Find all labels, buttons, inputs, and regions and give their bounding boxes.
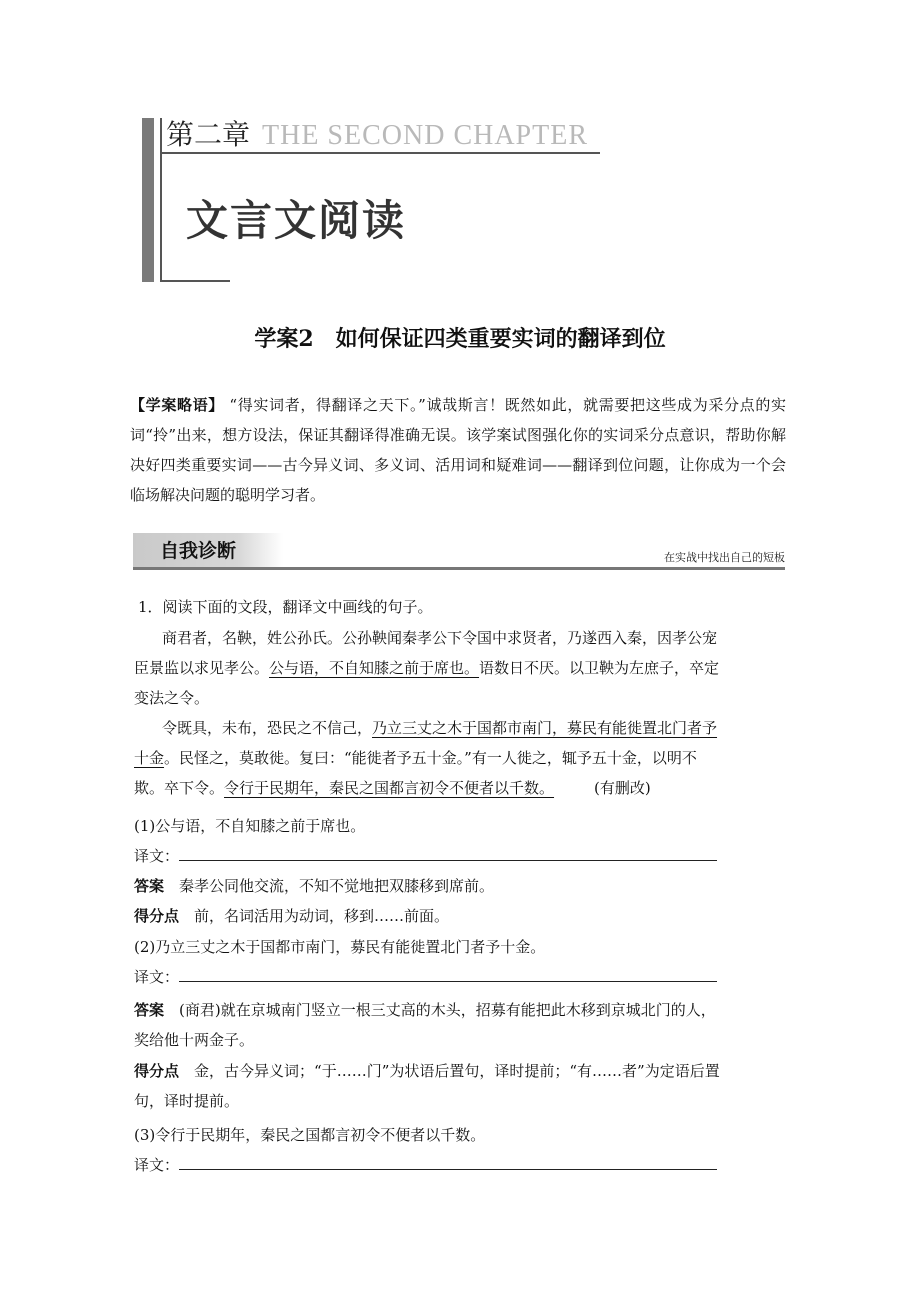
- sub-question-3: (3)令行于民期年，秦民之国都言初令不便者以千数。: [134, 1126, 486, 1144]
- banner-top-rule: [160, 152, 600, 154]
- passage-line: 商君者，名鞅，姓公孙氏。公孙鞅闻秦孝公下令国中求贤者，乃遂西入秦，因孝公宠: [162, 629, 718, 647]
- translation-row: [134, 841, 717, 871]
- section-header-rule: [133, 567, 785, 570]
- passage-text: 令既具，未布，恐民之不信己，: [162, 719, 373, 737]
- passage-line: 变法之令。: [134, 689, 210, 707]
- answer-label: 答案: [134, 877, 165, 895]
- sub-question-2: (2)乃立三丈之木于国都市南门，募民有能徙置北门者予十金。: [134, 938, 546, 956]
- score-text: 金，古今异义词；“于……门”为状语后置句，译时提前；“有……者”为定语后置: [194, 1062, 720, 1080]
- passage-line: [134, 653, 719, 683]
- question-prompt: 1．阅读下面的文段，翻译文中画线的句子。: [138, 598, 433, 616]
- passage-text: 。民怪之，莫敢徙。复曰：“能徙者予五十金。”有一人徙之，辄予五十金，以明不: [164, 749, 697, 767]
- underlined-sentence: 乃立三丈之木于国都市南门，募民有能徙置北门者予: [372, 719, 718, 737]
- translation-blank[interactable]: [179, 1151, 717, 1170]
- answer-text: (商君)就在京城南门竖立一根三丈高的木头，招募有能把此木移到京城北门的人，: [179, 1001, 716, 1019]
- passage-text: 欺。卒下令。: [134, 779, 225, 797]
- banner-dark-bar: [142, 118, 154, 282]
- score-row: [134, 1056, 720, 1086]
- score-row: [134, 901, 449, 931]
- intro-paragraph: [130, 390, 786, 510]
- passage-line: [134, 773, 651, 803]
- answer-continuation: 奖给他十两金子。: [134, 1031, 255, 1049]
- answer-text: 秦孝公同他交流，不知不觉地把双膝移到席前。: [179, 877, 495, 895]
- underlined-sentence: 令行于民期年，秦民之国都言初令不便者以千数。: [224, 779, 555, 797]
- passage-line: [134, 743, 697, 773]
- translation-blank[interactable]: [179, 963, 717, 982]
- answer-label: 答案: [134, 1001, 165, 1019]
- score-label: 得分点: [134, 907, 180, 925]
- chapter-english: THE SECOND CHAPTER: [262, 120, 589, 151]
- underlined-sentence: 十金: [134, 749, 165, 767]
- passage-text: 臣景监以求见孝公。: [134, 659, 270, 677]
- answer-row: [134, 995, 716, 1025]
- section-title: 自我诊断: [160, 540, 237, 562]
- translation-blank[interactable]: [179, 842, 717, 861]
- translation-row: [134, 962, 717, 992]
- chapter-number: 第二章: [166, 118, 251, 151]
- passage-line: [162, 713, 717, 743]
- section-subtitle: 在实战中找出自己的短板: [664, 551, 785, 564]
- banner-vertical-rule: [160, 118, 162, 282]
- intro-text: “得实词者，得翻译之天下。”诚哉斯言！既然如此，就需要把这些成为采分点的实词“拎”出来，想方设法，保证其翻译得准确无误。该学案试图强化你的实词采分点意识，帮助你解决好四类重要实词——古今异义词、多义词、活用词和疑难词——翻译到位问题，让你成为一个会临场解决问题的聪明学习者。: [130, 396, 786, 504]
- intro-tag: 【学案略语】: [130, 396, 224, 414]
- passage-text: 语数日不厌。以卫鞅为左庶子，卒定: [479, 659, 720, 677]
- translation-label: 译文：: [134, 968, 180, 986]
- underlined-sentence: 公与语，不自知膝之前于席也。: [269, 659, 480, 677]
- translation-row: [134, 1150, 717, 1180]
- translation-label: 译文：: [134, 847, 180, 865]
- source-note: (有删改): [594, 779, 651, 797]
- translation-label: 译文：: [134, 1156, 180, 1174]
- score-continuation: 句，译时提前。: [134, 1092, 240, 1110]
- chapter-title: 文言文阅读: [186, 196, 407, 245]
- answer-row: [134, 871, 494, 901]
- lesson-title: 学案2 如何保证四类重要实词的翻译到位: [254, 326, 666, 352]
- sub-question-1: (1)公与语，不自知膝之前于席也。: [134, 817, 366, 835]
- banner-bottom-rule: [160, 280, 230, 282]
- score-label: 得分点: [134, 1062, 180, 1080]
- score-text: 前，名词活用为动词，移到……前面。: [194, 907, 450, 925]
